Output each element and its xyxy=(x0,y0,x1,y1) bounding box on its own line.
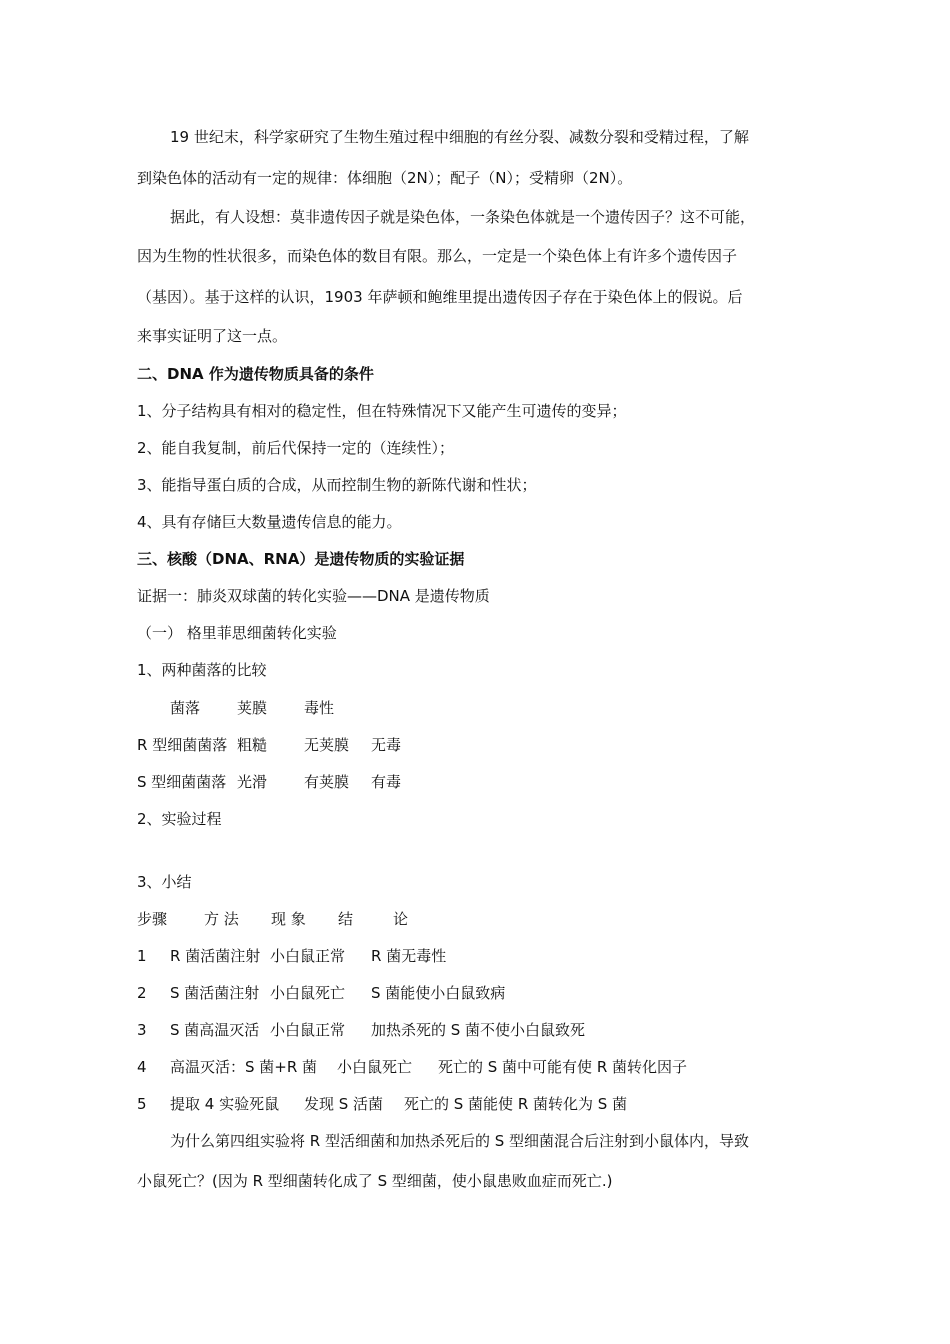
question-line-2: 小鼠死亡？(因为 R 型细菌转化成了 S 型细菌，使小鼠患败血症而死亡.) xyxy=(137,1172,613,1190)
summary-header xyxy=(0,909,950,929)
condition-item: 3、能指导蛋白质的合成，从而控制生物的新陈代谢和性状； xyxy=(137,476,537,494)
condition-item: 4、具有存储巨大数量遗传信息的能力。 xyxy=(137,513,402,531)
section-2-heading: 二、DNA 作为遗传物质具备的条件 xyxy=(137,365,374,383)
cell-step: 4 xyxy=(137,1058,147,1076)
cell-capsule: 有荚膜 xyxy=(304,773,350,791)
question-line-1: 为什么第四组实验将 R 型活细菌和加热杀死后的 S 型细菌混合后注射到小鼠体内，导致 xyxy=(170,1132,750,1150)
cell-toxicity: 无毒 xyxy=(371,736,402,754)
cell-method: R 菌活菌注射 xyxy=(170,947,261,965)
summary-row xyxy=(0,1020,950,1040)
intro-paragraph-2-line-1: 据此，有人设想：莫非遗传因子就是染色体，一条染色体就是一个遗传因子？这不可能， xyxy=(170,208,756,226)
cell-step: 5 xyxy=(137,1095,147,1113)
header-colony: 菌落 xyxy=(170,699,201,717)
header-phenomenon: 现 象 xyxy=(271,910,306,928)
cell-phenomenon: 小白鼠死亡 xyxy=(337,1058,413,1076)
section-3-heading: 三、核酸（DNA、RNA）是遗传物质的实验证据 xyxy=(137,550,465,568)
header-method: 方 法 xyxy=(204,910,239,928)
cell-conclusion: S 菌能使小白鼠致病 xyxy=(371,984,506,1002)
intro-paragraph-2-line-2: 因为生物的性状很多，而染色体的数目有限。那么，一定是一个染色体上有许多个遗传因子 xyxy=(137,247,738,265)
summary-row xyxy=(0,983,950,1003)
cell-step: 3 xyxy=(137,1021,147,1039)
cell-method: S 菌高温灭活 xyxy=(170,1021,260,1039)
cell-capsule: 无荚膜 xyxy=(304,736,350,754)
cell-conclusion: 死亡的 S 菌中可能有使 R 菌转化因子 xyxy=(438,1058,688,1076)
header-toxicity: 毒性 xyxy=(304,699,335,717)
summary-row xyxy=(0,1057,950,1077)
cell-phenomenon: 小白鼠正常 xyxy=(270,947,346,965)
cell-conclusion: R 菌无毒性 xyxy=(371,947,447,965)
colony-comparison-header xyxy=(0,698,950,718)
cell-surface: 光滑 xyxy=(237,773,268,791)
evidence-1-title: 证据一：肺炎双球菌的转化实验——DNA 是遗传物质 xyxy=(137,587,490,605)
cell-phenomenon: 小白鼠死亡 xyxy=(270,984,346,1002)
cell-colony-type: R 型细菌菌落 xyxy=(137,736,228,754)
cell-method: S 菌活菌注射 xyxy=(170,984,260,1002)
colony-comparison-row xyxy=(0,772,950,792)
cell-step: 1 xyxy=(137,947,147,965)
intro-paragraph-2-line-4: 来事实证明了这一点。 xyxy=(137,327,288,345)
cell-surface: 粗糙 xyxy=(237,736,268,754)
header-capsule: 荚膜 xyxy=(237,699,268,717)
cell-colony-type: S 型细菌菌落 xyxy=(137,773,227,791)
subsection-griffith: （一） 格里菲思细菌转化实验 xyxy=(137,624,337,642)
intro-paragraph-1-line-1: 19 世纪末，科学家研究了生物生殖过程中细胞的有丝分裂、减数分裂和受精过程，了解 xyxy=(170,128,749,146)
condition-item: 2、能自我复制，前后代保持一定的（连续性）； xyxy=(137,439,455,457)
header-step: 步骤 xyxy=(137,910,168,928)
summary-title: 3、小结 xyxy=(137,873,192,891)
cell-method: 高温灭活：S 菌+R 菌 xyxy=(170,1058,318,1076)
header-conclusion-2: 论 xyxy=(393,910,409,928)
summary-row xyxy=(0,946,950,966)
cell-toxicity: 有毒 xyxy=(371,773,402,791)
cell-method: 提取 4 实验死鼠 xyxy=(170,1095,280,1113)
colony-comparison-row xyxy=(0,735,950,755)
experiment-process-title: 2、实验过程 xyxy=(137,810,222,828)
cell-phenomenon: 发现 S 活菌 xyxy=(304,1095,384,1113)
cell-conclusion: 加热杀死的 S 菌不使小白鼠致死 xyxy=(371,1021,586,1039)
cell-step: 2 xyxy=(137,984,147,1002)
intro-paragraph-2-line-3: （基因）。基于这样的认识，1903 年萨顿和鲍维里提出遗传因子存在于染色体上的假说。后 xyxy=(137,288,743,306)
colony-comparison-title: 1、两种菌落的比较 xyxy=(137,661,267,679)
header-conclusion-1: 结 xyxy=(338,910,354,928)
condition-item: 1、分子结构具有相对的稳定性，但在特殊情况下又能产生可遗传的变异； xyxy=(137,402,627,420)
cell-conclusion: 死亡的 S 菌能使 R 菌转化为 S 菌 xyxy=(404,1095,628,1113)
cell-phenomenon: 小白鼠正常 xyxy=(270,1021,346,1039)
intro-paragraph-1-line-2: 到染色体的活动有一定的规律：体细胞（2N）；配子（N）；受精卵（2N）。 xyxy=(137,169,633,187)
summary-row xyxy=(0,1094,950,1114)
